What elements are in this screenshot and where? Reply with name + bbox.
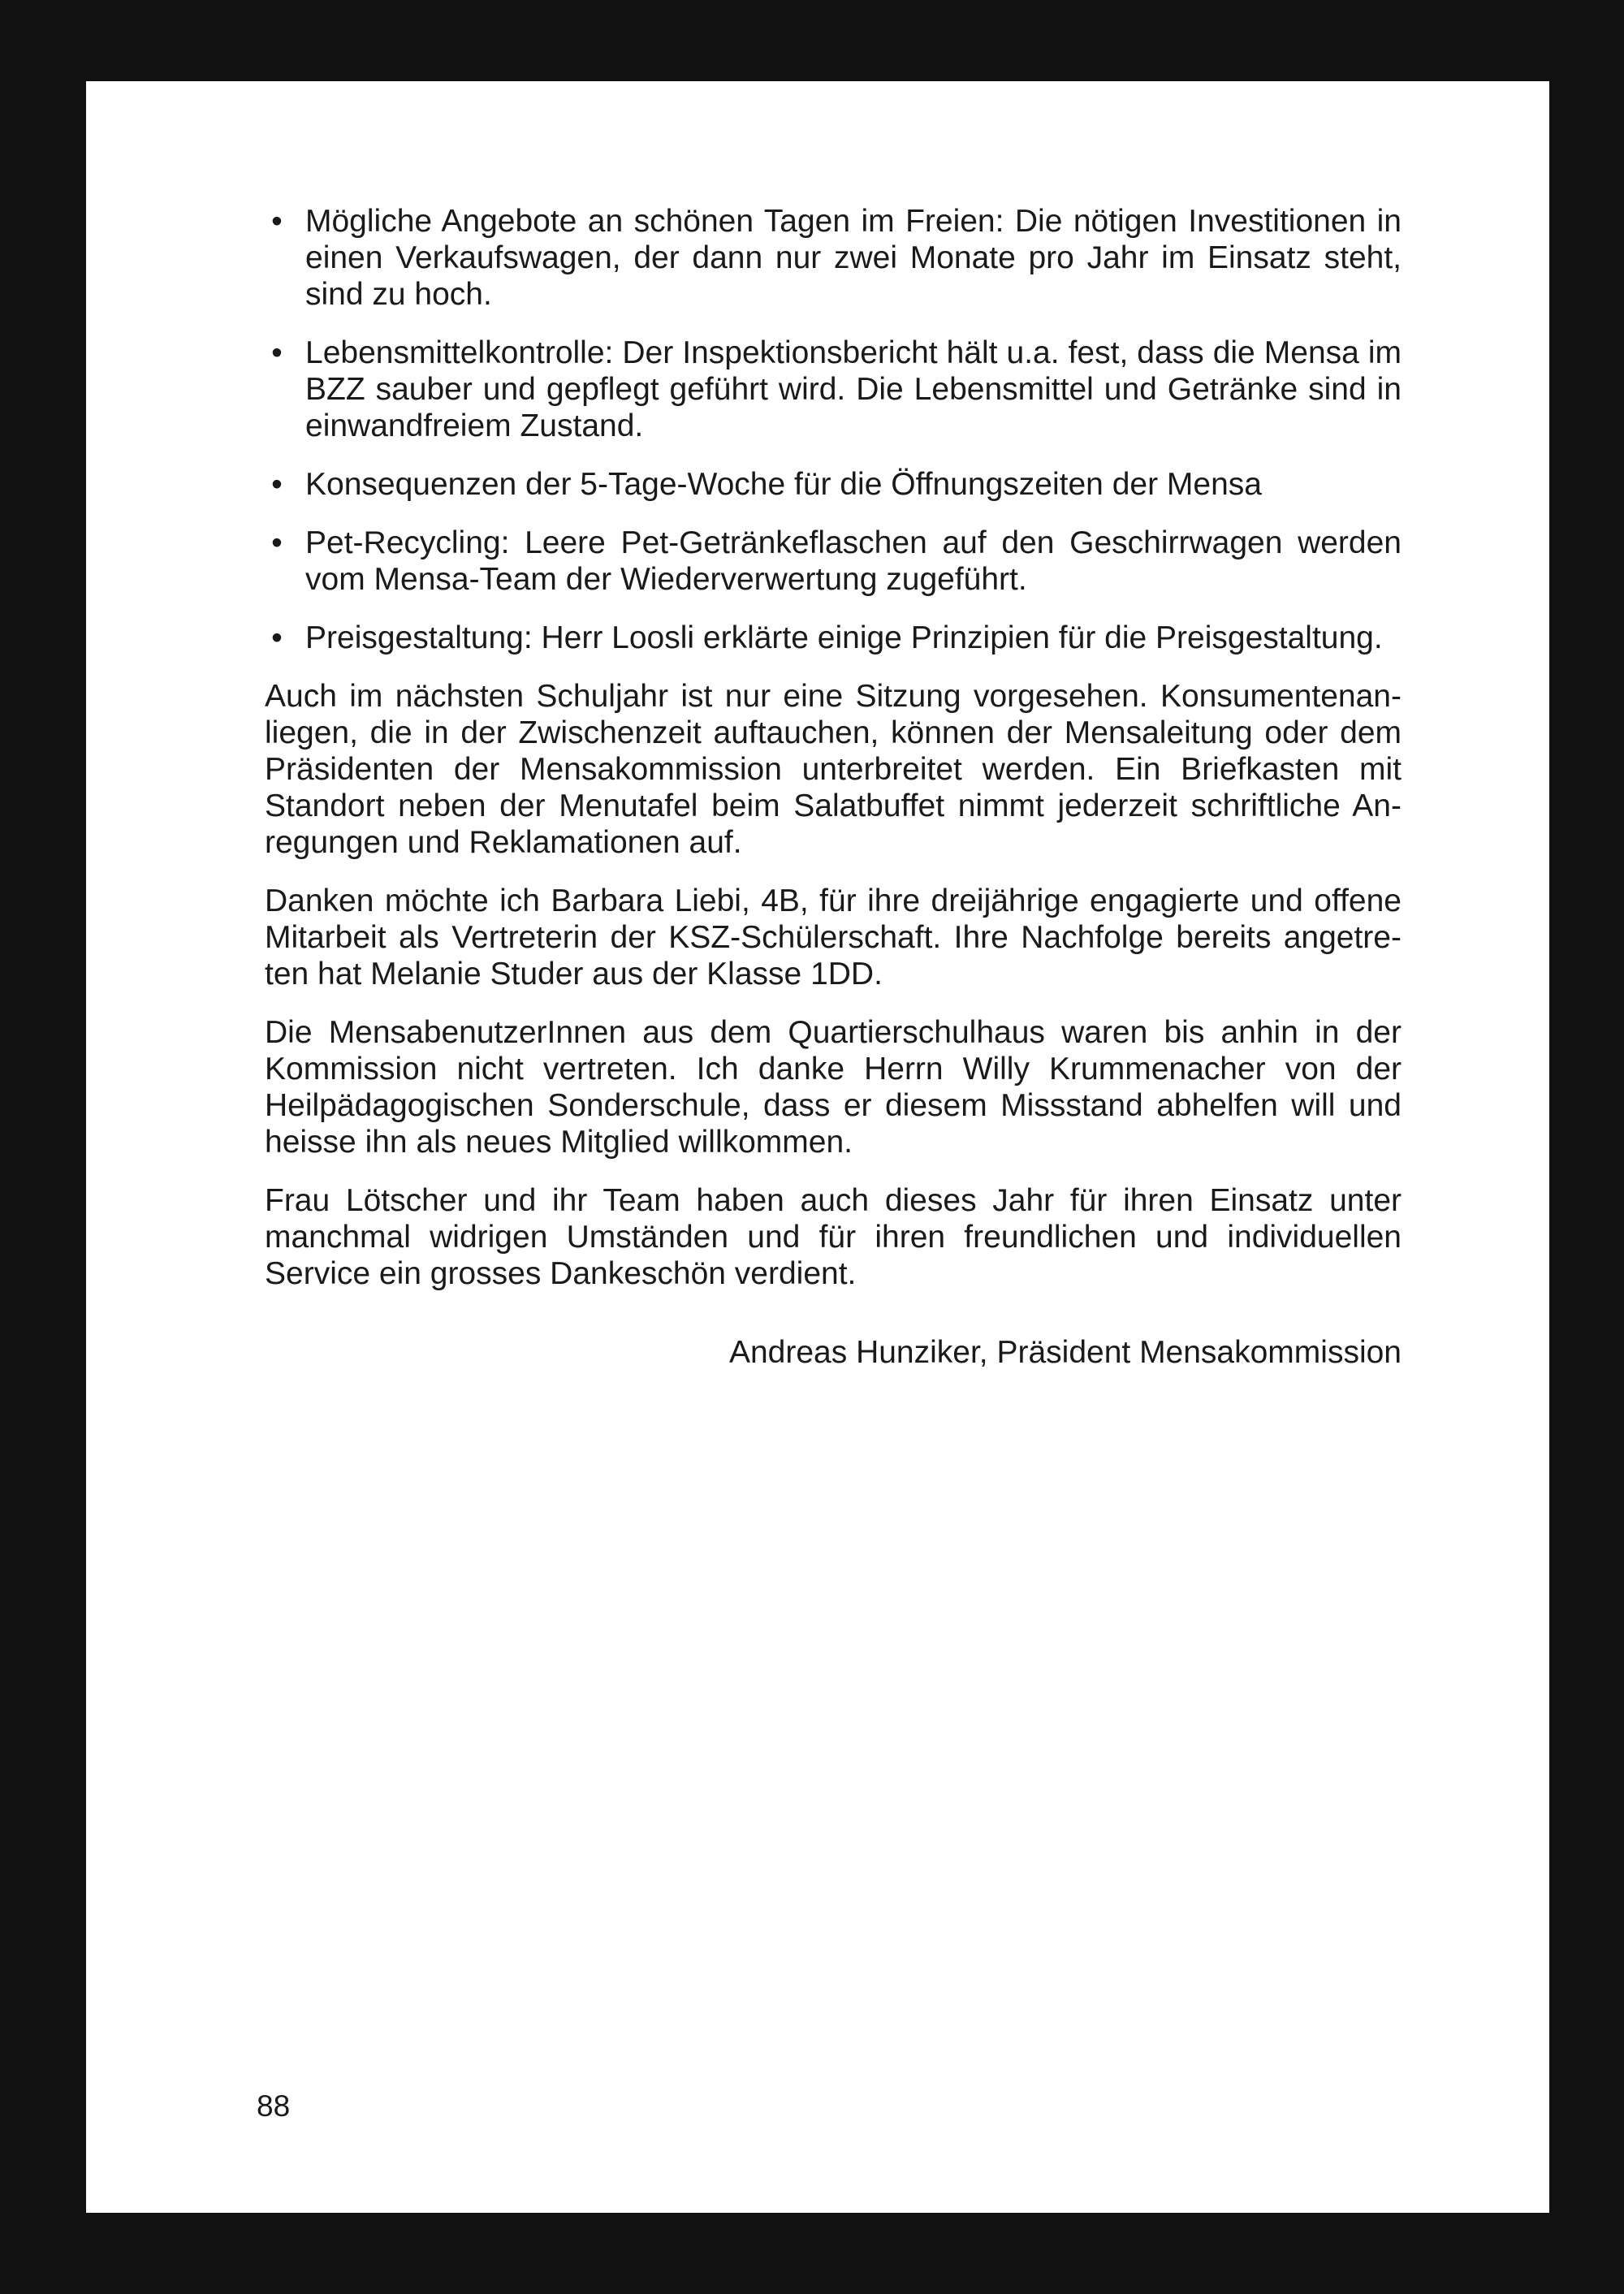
bullet-dot: • — [271, 204, 283, 239]
paragraph-next-year-meeting: Auch im nächsten Schuljahr ist nur eine Sitzung vorgesehen. Konsumentenanliegen, die in der Zwischenzeit auftauchen, können der Mensaleitung oder dem Präsidenten der Mensakommission unterbreitet werden. Ein Briefkasten mit Standort neben der Menutafel beim Salatbuffet nimmt jederzeit schriftliche Anregungen und Reklamationen auf. — [265, 679, 1402, 860]
page-content — [265, 203, 1402, 1371]
bullet-item-food-inspection — [265, 335, 1402, 444]
bullet-text: Pet-Recycling: Leere Pet-Getränkeflaschen auf den Geschirrwagen werden vom Mensa-Team der Wiederverwertung zugeführt. — [305, 525, 1402, 597]
paragraph-thanks-team: Frau Lötscher und ihr Team haben auch dieses Jahr für ihren Einsatz unter manchmal widrigen Umständen und für ihren freundlichen und individuellen Service ein grosses Dankeschön verdient. — [265, 1183, 1402, 1291]
bullet-item-pricing — [265, 620, 1402, 656]
bullet-text: Konsequenzen der 5-Tage-Woche für die Öffnungszeiten der Mensa — [305, 467, 1262, 502]
bullet-list — [265, 203, 1402, 656]
page-number: 88 — [257, 2089, 291, 2123]
bullet-text: Preisgestaltung: Herr Loosli erklärte einige Prinzipien für die Preisgestaltung. — [305, 620, 1383, 655]
bullet-item-pet-recycling — [265, 525, 1402, 598]
bullet-item-five-day-week — [265, 466, 1402, 503]
bullet-text: Lebensmittelkontrolle: Der Inspektionsbericht hält u.a. fest, dass die Mensa im BZZ sauber und gepflegt geführt wird. Die Lebensmittel und Getränke sind in einwandfreiem Zustand. — [305, 335, 1402, 443]
paragraph-quartierschulhaus: Die MensabenutzerInnen aus dem Quartierschulhaus waren bis anhin in der Kommission nicht vertreten. Ich danke Herrn Willy Krummenacher von der Heilpädagogischen Sonderschule, dass er diesem Missstand abhelfen will und heisse ihn als neues Mitglied willkommen. — [265, 1015, 1402, 1160]
signature: Andreas Hunziker, Präsident Mensakommission — [728, 1335, 1402, 1370]
bullet-dot: • — [271, 335, 283, 370]
bullet-dot: • — [271, 620, 283, 655]
bullet-item-outdoor-offers — [265, 203, 1402, 313]
bullet-dot: • — [271, 525, 283, 560]
paragraph-thanks-barbara-liebi: Danken möchte ich Barbara Liebi, 4B, für ihre dreijährige engagierte und offene Mitarbeit als Vertreterin der KSZ-Schülerschaft. Ihre Nachfolge bereits angetreten hat Melanie Studer aus der Klasse 1DD. — [265, 883, 1402, 991]
document-page — [86, 81, 1549, 2213]
bullet-dot: • — [271, 467, 283, 502]
bullet-text: Mögliche Angebote an schönen Tagen im Freien: Die nötigen Investitionen in einen Verkaufswagen, der dann nur zwei Monate pro Jahr im Einsatz steht, sind zu hoch. — [305, 204, 1402, 312]
